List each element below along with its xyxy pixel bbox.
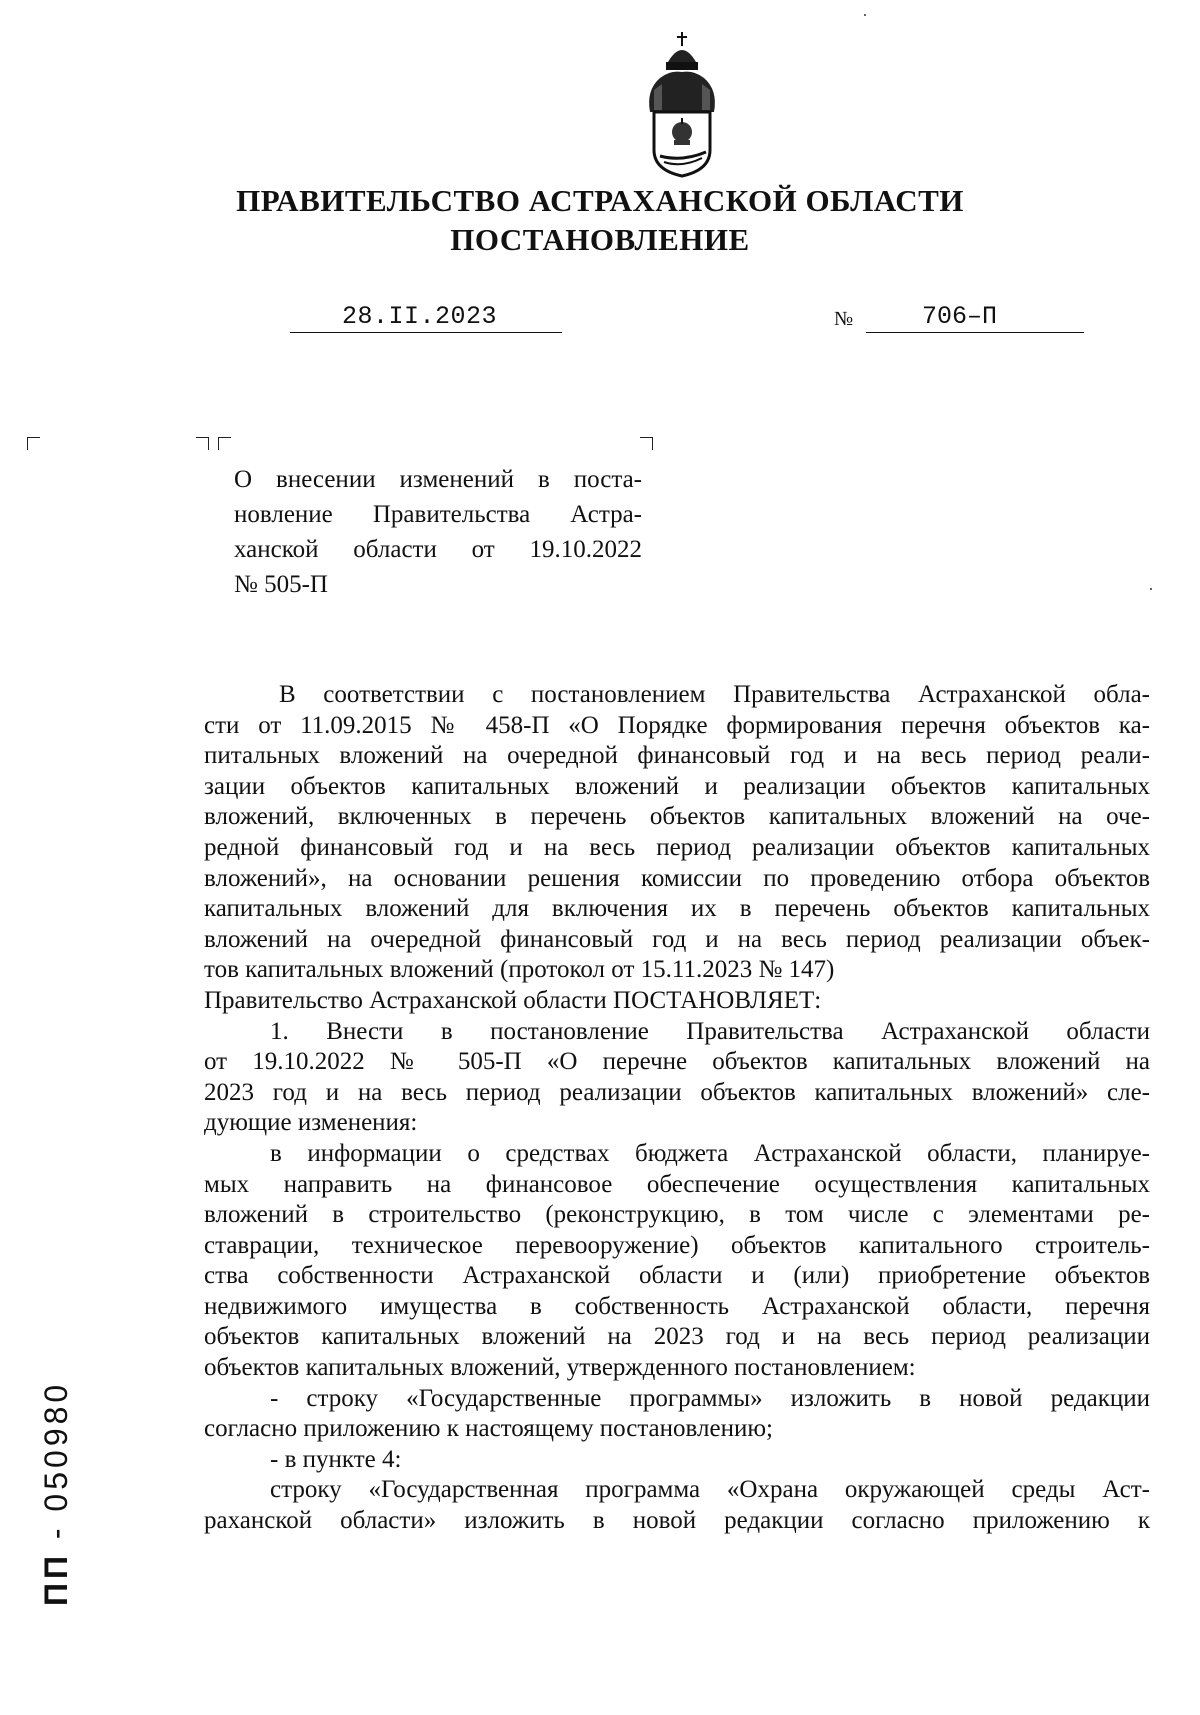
body-line: питальных вложений на очередной финансовый год и на весь период реали- — [204, 742, 1150, 770]
scan-speck — [864, 14, 866, 16]
subject-block — [234, 462, 642, 602]
body-line: сти от 11.09.2015 № 458-П «О Порядке формирования перечня объектов ка- — [204, 711, 1150, 739]
body-line: редной финансовый год и на весь период реализации объектов капитальных — [204, 833, 1150, 861]
body-line: строку «Государственная программа «Охрана окружающей среды Аст- — [270, 1476, 1150, 1504]
body-line: капитальных вложений для включения их в перечень объектов капитальных — [204, 895, 1150, 923]
body-line: в информации о средствах бюджета Астраханской области, планируе- — [270, 1139, 1150, 1167]
corner-bracket — [27, 437, 40, 450]
body-line: В соответствии с постановлением Правительства Астраханской обла- — [279, 681, 1150, 708]
stamp-prefix: ПП — [38, 1552, 74, 1606]
body-line: - в пункте 4: — [270, 1445, 402, 1473]
scan-speck — [1150, 588, 1152, 590]
body-line: объектов капитальных вложений на 2023 год и на весь период реализации — [204, 1323, 1150, 1351]
document-kind: ПОСТАНОВЛЕНИЕ — [450, 222, 750, 257]
government-title: ПРАВИТЕЛЬСТВО АСТРАХАНСКОЙ ОБЛАСТИ — [236, 183, 964, 218]
body-line: раханской области» изложить в новой редакции согласно приложению к — [204, 1507, 1150, 1535]
date-field — [290, 302, 562, 333]
side-serial-stamp — [38, 1381, 75, 1606]
body-line: дующие изменения: — [204, 1109, 418, 1137]
body-line: зации объектов капитальных вложений и реализации объектов капитальных — [204, 772, 1150, 800]
body-line: тов капитальных вложений (протокол от 15.11.2023 № 147) — [204, 956, 835, 984]
body-line: ства собственности Астраханской области и (или) приобретение объектов — [204, 1262, 1150, 1290]
number-sign: № — [834, 308, 854, 330]
body-line: вложений на очередной финансовый год и на весь период реализации объек- — [204, 925, 1150, 953]
body-line: недвижимого имущества в собственность Астраханской области, перечня — [204, 1292, 1150, 1320]
subject-line: новление Правительства Астра- — [234, 501, 642, 528]
body-line: вложений, включенных в перечень объектов капитальных вложений на оче- — [204, 803, 1150, 831]
body-line: вложений в строительство (реконструкцию, в том числе с элементами ре- — [204, 1201, 1150, 1229]
body-line: от 19.10.2022 № 505-П «О перечне объектов капитальных вложений на — [204, 1048, 1150, 1076]
body-line: Правительство Астраханской области ПОСТАНОВЛЯЕТ: — [204, 986, 822, 1014]
body-text — [204, 680, 1150, 1537]
body-line: 1. Внести в постановление Правительства Астраханской области — [270, 1017, 1150, 1045]
corner-bracket — [640, 437, 653, 450]
subject-line: № 505-П — [234, 571, 328, 598]
subject-line: ханской области от 19.10.2022 — [234, 536, 642, 563]
stamp-code: - 050980 — [38, 1380, 74, 1552]
corner-bracket — [218, 437, 231, 450]
number-field — [866, 302, 1084, 333]
body-line: ставрации, техническое перевооружение) объектов капитального строитель- — [204, 1231, 1150, 1259]
body-line: согласно приложению к настоящему постановлению; — [204, 1415, 773, 1443]
body-line: - строку «Государственные программы» изложить в новой редакции — [270, 1384, 1150, 1412]
body-line: мых направить на финансовое обеспечение осуществления капитальных — [204, 1170, 1150, 1198]
subject-line: О внесении изменений в поста- — [234, 466, 642, 493]
body-line: вложений», на основании решения комиссии по проведению отбора объектов — [204, 864, 1150, 892]
number-value: 706–П — [922, 302, 998, 331]
body-line: объектов капитальных вложений, утвержденного постановлением: — [204, 1354, 916, 1382]
coat-of-arms-icon — [640, 30, 724, 180]
corner-bracket — [196, 437, 209, 450]
body-line: 2023 год и на весь период реализации объектов капитальных вложений» сле- — [204, 1078, 1150, 1106]
date-value: 28.II.2023 — [342, 302, 498, 331]
